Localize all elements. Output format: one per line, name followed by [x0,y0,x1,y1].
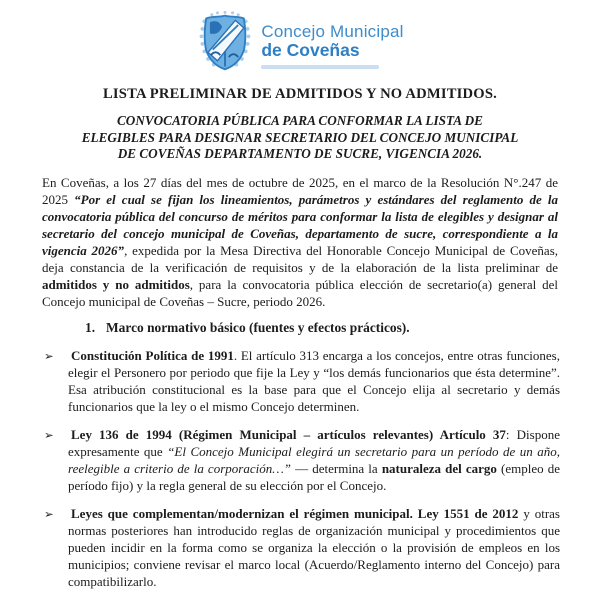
org-name-line2: de Coveñas [261,40,360,60]
document-subtitle [0,113,600,163]
org-name-block [261,10,403,69]
document-title: LISTA PRELIMINAR DE ADMITIDOS Y NO ADMITIDOS. [102,86,498,102]
logo-tagline-smudge [261,65,379,69]
subtitle-line-1: CONVOCATORIA PÚBLICA PARA CONFORMAR LA LISTA DE [117,113,483,128]
bullet-item-constitucion-1991 [44,347,560,415]
bullet-text: Leyes que complementan/modernizan el régimen municipal. Ley 1551 de 2012 y otras normas posteriores han introducido reglas de organización municipal y procedimientos que pueden incidir en la forma como se organiza la elección o la provisión de empleos en los municipios; conviene revisar el marco local (Acuerdo/Reglamento interno del Concejo) para compatibilizarlo. [68,505,560,589]
subtitle-line-3: DE COVEÑAS DEPARTAMENTO DE SUCRE, VIGENCIA 2026. [117,146,483,161]
subtitle-line-2: ELEGIBLES PARA DESIGNAR SECRETARIO DEL CONCEJO MUNICIPAL [81,129,519,145]
bullet-text: Constitución Política de 1991. El artículo 313 encarga a los concejos, entre otras funciones, elegir el Personero por periodo que fije la Ley y “los demás funcionarios que ésta determine”. Esa atribución constitucional es la base para que el Concejo elija al secretario y demás funcionarios que la ley o el mismo Concejo determinen. [68,347,560,414]
arrow-bullet-icon: ➢ [44,427,54,442]
arrow-bullet-icon: ➢ [44,348,54,363]
municipal-crest-icon [196,10,254,74]
section-number: 1. [85,319,96,335]
bullet-text: Ley 136 de 1994 (Régimen Municipal – artículos relevantes) Artículo 37: Dispone expresamente que “El Concejo Municipal elegirá un secretario para un período de un año, reelegible a criterio de la corporación…” — determina la naturaleza del cargo (empleo de período fijo) y la regla general de su elección por el Concejo. [68,426,560,493]
org-name-line1: Concejo Municipal [261,22,404,41]
bullet-item-ley-136-1994 [44,426,560,494]
arrow-bullet-icon: ➢ [44,506,54,521]
bullet-item-ley-1551-2012 [44,505,560,590]
section-1-heading [85,320,560,336]
letterhead [0,0,600,74]
section-title: Marco normativo básico (fuentes y efectos prácticos). [106,319,410,335]
intro-paragraph: En Coveñas, a los 27 días del mes de octubre de 2025, en el marco de la Resolución N°.247 de 2025 “Por el cual se fijan los lineamientos, parámetros y estándares del reglamento de la convocatoria pública del concurso de méritos para conformar la lista de elegibles y designar al secretario del concejo municipal de Coveñas, departamento de sucre, correspondiente a la vigencia 2026”, expedida por la Mesa Directiva del Honorable Concejo Municipal de Coveñas, deja constancia de la verificación de requisitos y de la elaboración de la lista preliminar de admitidos y no admitidos, para la convocatoria pública elección de secretario(a) general del Concejo municipal de Coveñas – Sucre, periodo 2026. [42,174,559,309]
